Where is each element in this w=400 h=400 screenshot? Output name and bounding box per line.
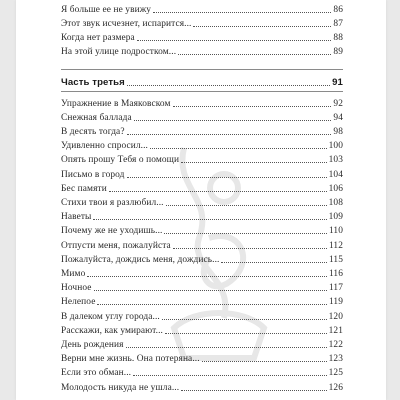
toc-entry-page-number: 119: [328, 297, 343, 308]
dot-leader: [202, 355, 327, 362]
toc-entry-page-number: 123: [328, 354, 343, 365]
toc-entry: [61, 194, 343, 208]
toc-entry-title: День рождения: [61, 339, 124, 350]
toc-entry-page-number: 100: [328, 141, 343, 152]
toc-entry-page-number: 121: [328, 325, 343, 336]
toc-entry: [61, 237, 343, 251]
toc-entry: [61, 15, 343, 29]
toc-entry: [61, 1, 343, 15]
toc-entry-title: Когда нет размера: [61, 32, 135, 43]
toc-entry-page-number: 122: [328, 339, 343, 350]
toc-entry-page-number: 92: [333, 98, 343, 109]
toc-entry: [61, 336, 343, 350]
toc-entry-page-number: 94: [333, 112, 343, 123]
toc-entry: [61, 351, 343, 365]
toc-entry-page-number: 126: [328, 382, 343, 393]
toc-entry-title: Если это обман...: [61, 368, 132, 379]
toc-entry-title: Мимо: [61, 268, 86, 279]
toc-entry: [61, 29, 343, 43]
toc-entry: [61, 251, 343, 265]
toc-entry-title: Бес памяти: [61, 183, 107, 194]
toc-entry-page-number: 115: [328, 254, 343, 265]
toc-entry-page-number: 110: [328, 226, 343, 237]
dot-leader: [162, 313, 327, 320]
toc-entry: [61, 209, 343, 223]
dot-leader: [94, 284, 327, 291]
dot-leader: [221, 256, 327, 263]
toc-entry-page-number: 106: [328, 183, 343, 194]
dot-leader: [173, 242, 327, 249]
toc-entry-page-number: 109: [328, 212, 343, 223]
dot-leader: [153, 6, 331, 13]
toc-entry-title: Стихи твои я разлюбил...: [61, 197, 164, 208]
toc-entry-page-number: 108: [328, 197, 343, 208]
section-page-number: 91: [332, 76, 343, 88]
toc-entry-page-number: 104: [328, 169, 343, 180]
toc-entry-title: Удивленно спросил...: [61, 141, 148, 152]
toc-entry-page-number: 116: [328, 268, 343, 279]
toc-entry-page-number: 98: [333, 126, 343, 137]
dot-leader: [97, 298, 327, 305]
section-title: Часть третья: [61, 76, 125, 88]
dot-leader: [193, 20, 331, 27]
dot-leader: [133, 369, 327, 376]
dot-leader: [164, 227, 327, 234]
toc-entry-page-number: 103: [328, 155, 343, 166]
toc-entry: [61, 138, 343, 152]
toc-entry: [61, 308, 343, 322]
dot-leader: [134, 114, 332, 121]
toc-entry: [61, 95, 343, 109]
toc-entry-title: Письмо в город: [61, 169, 125, 180]
toc-entry-title: Упражнение в Маяковском: [61, 98, 171, 109]
toc-entry-title: Опять прошу Тебя о помощи: [61, 155, 180, 166]
dot-leader: [181, 156, 327, 163]
toc-entry-title: Снежная баллада: [61, 112, 132, 123]
toc-entry-page-number: 89: [333, 47, 343, 58]
toc-entry-page-number: 117: [328, 283, 343, 294]
toc-entry: [61, 109, 343, 123]
dot-leader: [109, 185, 327, 192]
toc-entry: [61, 180, 343, 194]
dot-leader: [126, 341, 327, 348]
toc-entry-page-number: 112: [328, 240, 343, 251]
toc-entry: [61, 280, 343, 294]
toc-entry-title: Расскажи, как умирают...: [61, 325, 163, 336]
toc-entry-title: Ночное: [61, 283, 92, 294]
book-page: [16, 0, 386, 400]
toc-entry-title: Молодость никуда не ушла...: [61, 382, 180, 393]
toc-entry-title: Наветы: [61, 212, 92, 223]
toc-entry: [61, 166, 343, 180]
toc-entry-title: На этой улице подростком...: [61, 47, 177, 58]
dot-leader: [87, 270, 327, 277]
dot-leader: [165, 327, 327, 334]
dot-leader: [178, 48, 331, 55]
toc-entry: [61, 44, 343, 58]
toc-entry-title: Этот звук исчезнет, испарится...: [61, 18, 192, 29]
dot-leader: [127, 128, 332, 135]
dot-leader: [93, 213, 326, 220]
toc-entry-title: Отпусти меня, пожалуйста: [61, 240, 171, 251]
toc-entry: [61, 322, 343, 336]
toc-entry: [61, 265, 343, 279]
dot-leader: [127, 79, 330, 86]
section-rule-bottom: [61, 91, 343, 92]
toc-entry-title: Пожалуйста, дождись меня, дождись...: [61, 254, 220, 265]
toc-entry-title: Нелепое: [61, 297, 96, 308]
dot-leader: [173, 100, 332, 107]
section-rule-top: [61, 69, 343, 70]
toc-entry-page-number: 86: [333, 4, 343, 15]
toc-entry-page-number: 125: [328, 368, 343, 379]
dot-leader: [150, 142, 327, 149]
toc-entry: [61, 123, 343, 137]
toc-entry: [61, 223, 343, 237]
dot-leader: [127, 171, 327, 178]
dot-leader: [137, 34, 332, 41]
toc-entry-page-number: 88: [333, 32, 343, 43]
toc-entry: [61, 365, 343, 379]
toc-entry: [61, 294, 343, 308]
dot-leader: [181, 384, 326, 391]
toc-entry-title: В десять тогда?: [61, 126, 125, 137]
toc-entry: [61, 379, 343, 393]
toc-entry: [61, 152, 343, 166]
toc-entry-title: В далеком углу города...: [61, 311, 160, 322]
toc-entry-title: Верни мне жизнь. Она потеряна...: [61, 354, 200, 365]
toc-entry-title: Я больше ее не увижу: [61, 4, 152, 15]
dot-leader: [166, 199, 327, 206]
toc-entry-page-number: 120: [328, 311, 343, 322]
toc-entry-page-number: 87: [333, 18, 343, 29]
toc-entry-title: Почему же не уходишь...: [61, 226, 163, 237]
section-heading: [61, 74, 343, 88]
